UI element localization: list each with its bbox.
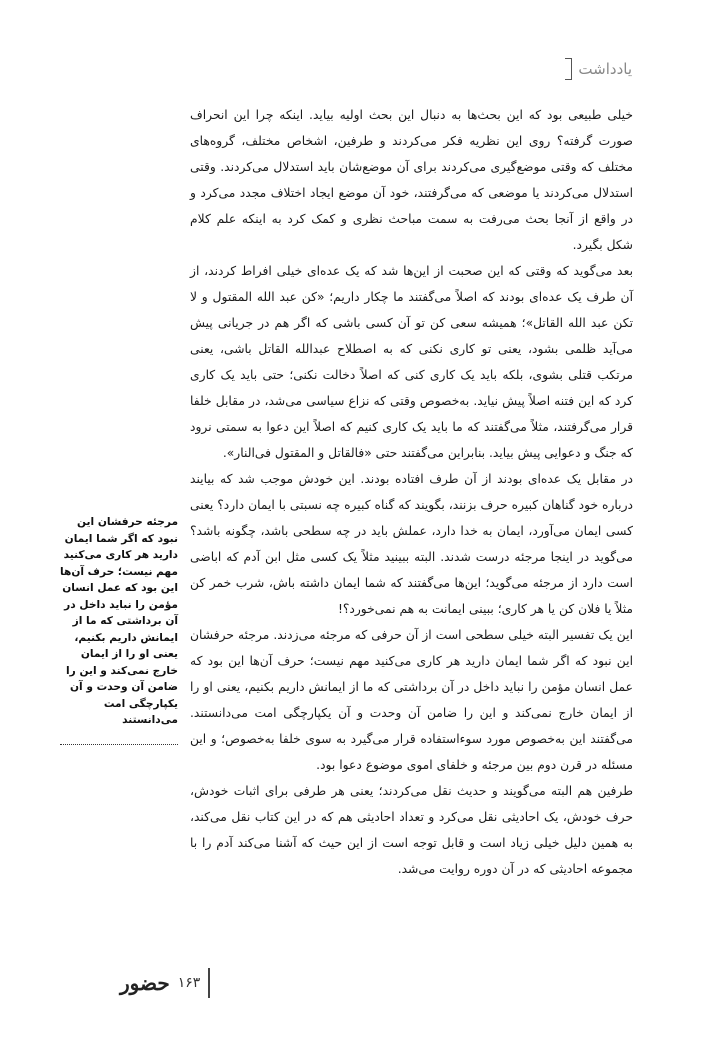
header-bracket-icon: [565, 58, 572, 80]
page-footer: [120, 968, 210, 998]
paragraph: در مقابل یک عده‌ای بودند از آن طرف افتاده بودند. این خودش موجب شد که بیایند درباره خود گناهان کبیره حرف بزنند، بگویند که گناه کبیره چه نسبتی با ایمان دارد؟ یعنی کسی ایمان می‌آورد، ایمان به خدا دارد، عملش باید در چه سطحی باشد، چگونه باشد؟ می‌گوید در اینجا مرجئه درست شدند. البته ببینید مثلاً یک کسی مثل ابن آدم که اباضی است دارد از مرجئه می‌گوید؛ این‌ها می‌گفتند که شما ایمان داشته باش، شرب خمر کن مثلاً یا فلان کن یا هر کاری؛ ببینی ایمانت به هم نمی‌خورد؟!: [190, 472, 633, 616]
pull-quote-divider: [60, 744, 178, 745]
page-number: ۱۶۳: [177, 975, 201, 991]
pull-quote: مرجئه حرفشان این نبود که اگر شما ایمان دارید هر کاری می‌کنید مهم نیست؛ حرف آن‌ها این بود که عمل انسان مؤمن را نباید داخل در آن برداشتی که ما از ایمانش داریم بکنیم، یعنی او را از ایمان خارج نمی‌کند و این را ضامن آن وحدت و آن یکپارچگی امت می‌دانستند: [60, 516, 178, 726]
paragraph: طرفین هم البته می‌گویند و حدیث نقل می‌کردند؛ یعنی هر طرفی برای اثبات خودش، حرف خودش، یک احادیثی نقل می‌کرد و تعداد احادیثی هم که در این کتاب نقل می‌کند، به همین دلیل خیلی زیاد است و قابل توجه است از این حیث که آشنا می‌کند آدم را با مجموعه احادیثی که در آن دوره روایت می‌شد.: [190, 784, 633, 876]
paragraph: بعد می‌گوید که وقتی که این صحبت از این‌ها شد که یک عده‌ای خیلی افراط کردند، از آن طرف یک عده‌ای بودند که اصلاً می‌گفتند ما چکار داریم؛ «کن عبد الله المقتول و لا تکن عبد الله القاتل»؛ همیشه سعی کن تو آن کسی باشی که اگر هم در جریانی پیش می‌آید ظلمی بشود، یعنی تو کاری نکنی که به اصطلاح عبدالله القاتل باشی، یعنی مرتکب قتلی بشوی، بلکه باید یک کاری کنی که اصلاً دخالت نکنی؛ حتی باید یک کاری کرد که این فتنه اصلاً پیش نیاید. به‌خصوص وقتی که نزاع سیاسی می‌شد، در مقابل خلفا قرار می‌گرفتند، مثلاً می‌گفتند که ما باید یک کاری کنیم که اصلاً این دعوا به سمتی نرود که جنگ و دعوایی پیش بیاید. بنابراین می‌گفتند حتی «فالقاتل و المقتول فی‌النار».: [190, 264, 633, 460]
paragraph: خیلی طبیعی بود که این بحث‌ها به دنبال این بحث اولیه بیاید. اینکه چرا این انحراف صورت گرفته؟ روی این نظریه فکر می‌کردند و طرفین، اشخاص مختلف، گروه‌های مختلف که وقتی موضع‌گیری می‌کردند برای آن موضع‌شان باید استدلال می‌کردند. وقتی استدلال می‌کردند یا موضعی که می‌گرفتند، خود آن موضع ایجاد اختلاف مجدد می‌کرد و در واقع از آنجا بحث می‌رفت به سمت مباحث نظری و کمک کرد به اینکه علم کلام شکل بگیرد.: [190, 108, 633, 252]
section-header: [565, 58, 632, 80]
paragraph: این یک تفسیر البته خیلی سطحی است از آن حرفی که مرجئه می‌زدند. مرجئه حرفشان این نبود که اگر شما ایمان دارید هر کاری می‌کنید مهم نیست؛ حرف آن‌ها این بود که عمل انسان مؤمن را نباید داخل در آن برداشتی که ما از ایمانش داریم بکنیم، یعنی او را از ایمان خارج نمی‌کند و این را ضامن آن وحدت و آن یکپارچگی امت می‌دانستند. می‌گفتند این به‌خصوص مورد سوءاستفاده قرار می‌گیرد به سوی خلفا به‌خصوص؛ و این مسئله در قرن دوم بین مرجئه و خلفای اموی موضوع دعوا بود.: [190, 628, 633, 772]
footer-divider: [208, 968, 210, 998]
section-title: یادداشت: [578, 60, 632, 78]
article-body: [190, 102, 633, 882]
magazine-logo: حضور: [120, 971, 170, 995]
